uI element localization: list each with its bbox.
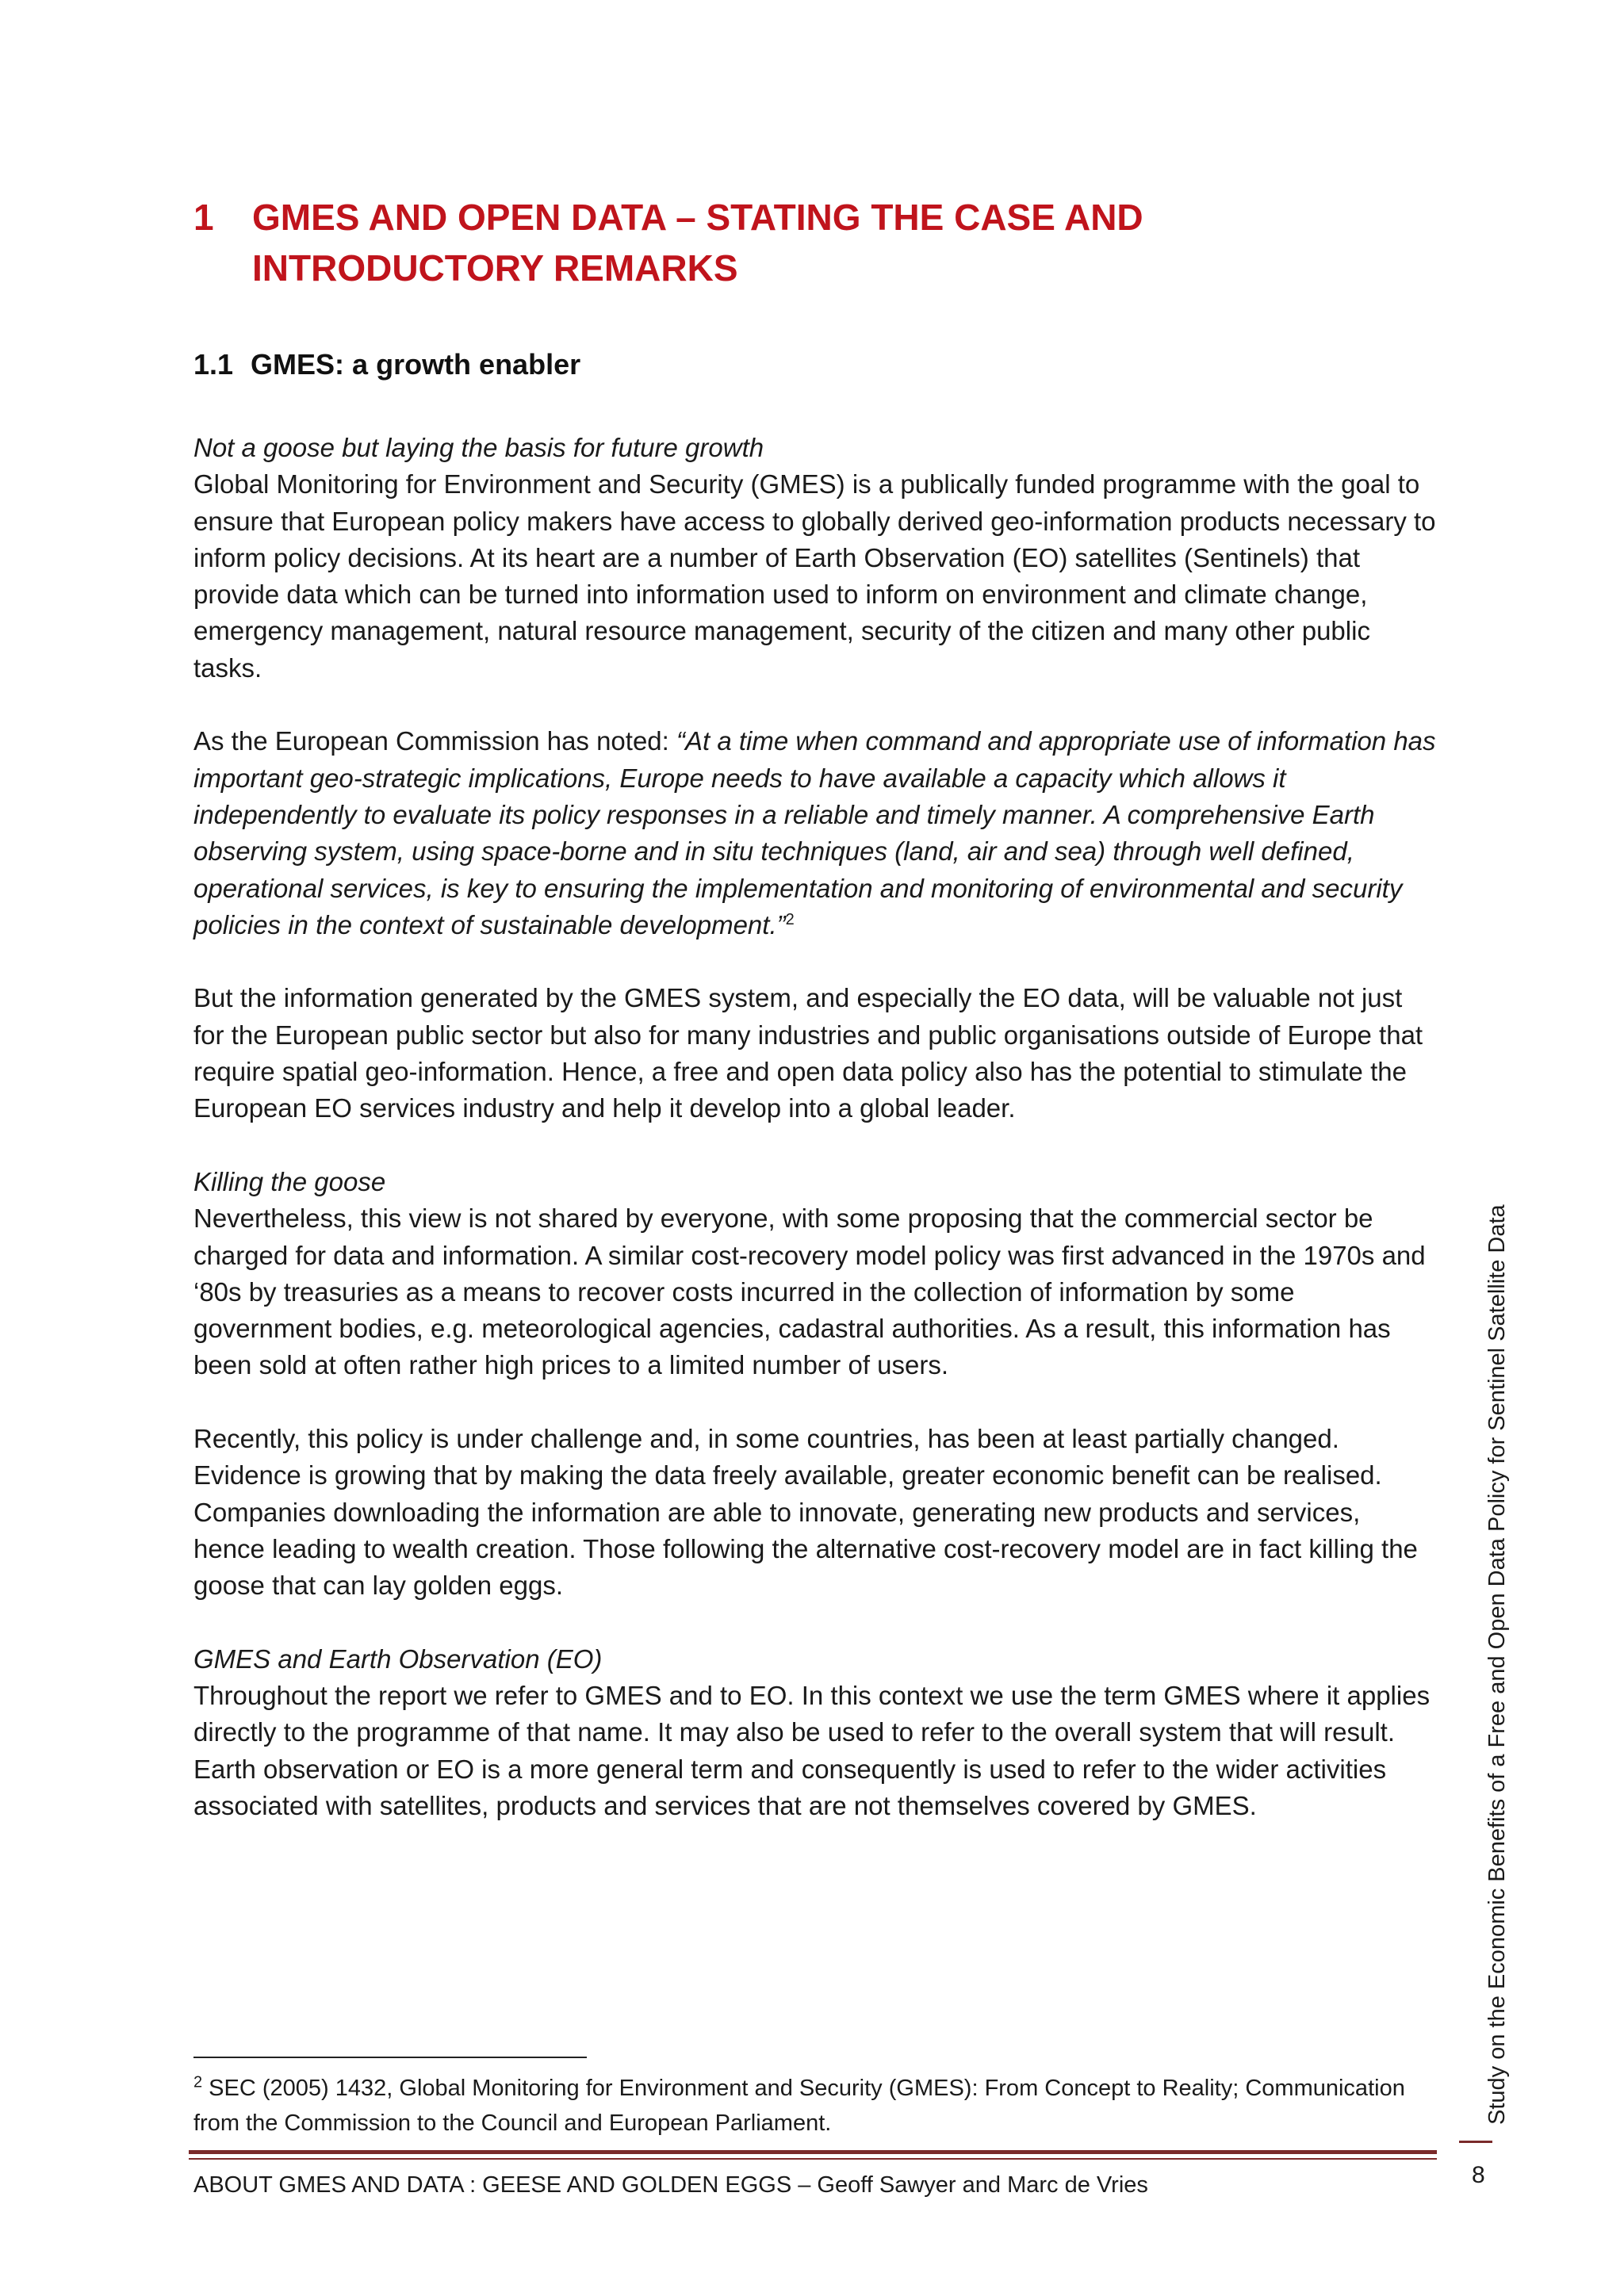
subheading-gmes-eo: GMES and Earth Observation (EO)	[193, 1644, 603, 1674]
side-title-rule	[1459, 2141, 1492, 2143]
commission-quote: “At a time when command and appropriate use of information has important geo-strategic implications, Europe needs to have available a capacity which allows it independently to evaluate its policy responses in a reliable and timely manner. A comprehensive Earth observing system, using space-borne and in situ techniques (land, air and sea) through well defined, operational services, is key to ensuring the implementation and monitoring of environmental and security policies in the context of sustainable development.”	[193, 726, 1436, 939]
footnote-number: 2	[193, 2073, 203, 2091]
paragraph-4	[193, 1164, 1438, 1384]
paragraph-2	[193, 723, 1438, 943]
chapter-number: 1	[193, 197, 214, 238]
footer-rule-thick	[189, 2150, 1437, 2154]
paragraph-1-text: Global Monitoring for Environment and Security (GMES) is a publically funded programme with the goal to ensure that European policy makers have access to globally derived geo-information products necessary to inform policy decisions. At its heart are a number of Earth Observation (EO) satellites (Sentinels) that provide data which can be turned into information used to inform on environment and climate change, emergency management, natural resource management, security of the citizen and many other public tasks.	[193, 469, 1436, 683]
paragraph-3	[193, 980, 1438, 1127]
body-text	[193, 430, 1438, 1824]
footer-rule-thin	[189, 2158, 1437, 2160]
paragraph-4-text: Nevertheless, this view is not shared by everyone, with some proposing that the commercial sector be charged for data and information. A similar cost-recovery model policy was first advanced in the 1970s and ‘80s by treasuries as a means to recover costs incurred in the collection of information by some government bodies, e.g. meteorological agencies, cadastral authorities. As a result, this information has been sold at often rather high prices to a limited number of users.	[193, 1203, 1426, 1380]
footnote-reference[interactable]: 2	[785, 910, 795, 928]
paragraph-1	[193, 430, 1438, 687]
footnote-divider	[193, 2057, 587, 2058]
section-number: 1.1	[193, 348, 234, 381]
subheading-goose: Not a goose but laying the basis for future growth	[193, 433, 764, 462]
paragraph-6	[193, 1641, 1438, 1824]
subheading-killing-goose: Killing the goose	[193, 1166, 386, 1196]
side-document-title: Study on the Economic Benefits of a Free and Open Data Policy for Sentinel Satellite Data	[1484, 1204, 1510, 2125]
paragraph-5	[193, 1421, 1438, 1604]
footnote-text: SEC (2005) 1432, Global Monitoring for Environment and Security (GMES): From Concept to Reality; Communication from the Commission to the Council and European Parliament.	[193, 2076, 1405, 2136]
section-title: GMES: a growth enabler	[251, 348, 581, 381]
page-number: 8	[1472, 2162, 1485, 2188]
section-heading	[193, 346, 580, 384]
paragraph-5-text: Recently, this policy is under challenge and, in some countries, has been at least partially changed. Evidence is growing that by making the data freely available, greater economic benefit can be realised. Companies downloading the information are able to innovate, generating new products and services, hence leading to wealth creation. Those following the alternative cost-recovery model are in fact killing the goose that can lay golden eggs.	[193, 1424, 1418, 1601]
paragraph-2-lead: As the European Commission has noted:	[193, 726, 677, 756]
paragraph-6-text: Throughout the report we refer to GMES and to EO. In this context we use the term GMES where it applies directly to the programme of that name. It may also be used to refer to the overall system that will result. Earth observation or EO is a more general term and consequently is used to refer to the wider activities associated with satellites, products and services that are not themselves covered by GMES.	[193, 1681, 1431, 1820]
chapter-heading	[193, 192, 1431, 293]
paragraph-3-text: But the information generated by the GMES system, and especially the EO data, will be valuable not just for the European public sector but also for many industries and public organisations outside of Europe that require spatial geo-information. Hence, a free and open data policy also has the potential to stimulate the European EO services industry and help it develop into a global leader.	[193, 983, 1423, 1123]
running-footer: ABOUT GMES AND DATA : GEESE AND GOLDEN EGGS – Geoff Sawyer and Marc de Vries	[193, 2172, 1148, 2198]
chapter-title: GMES AND OPEN DATA – STATING THE CASE AND INTRODUCTORY REMARKS	[252, 197, 1143, 289]
footnote	[193, 2071, 1431, 2141]
